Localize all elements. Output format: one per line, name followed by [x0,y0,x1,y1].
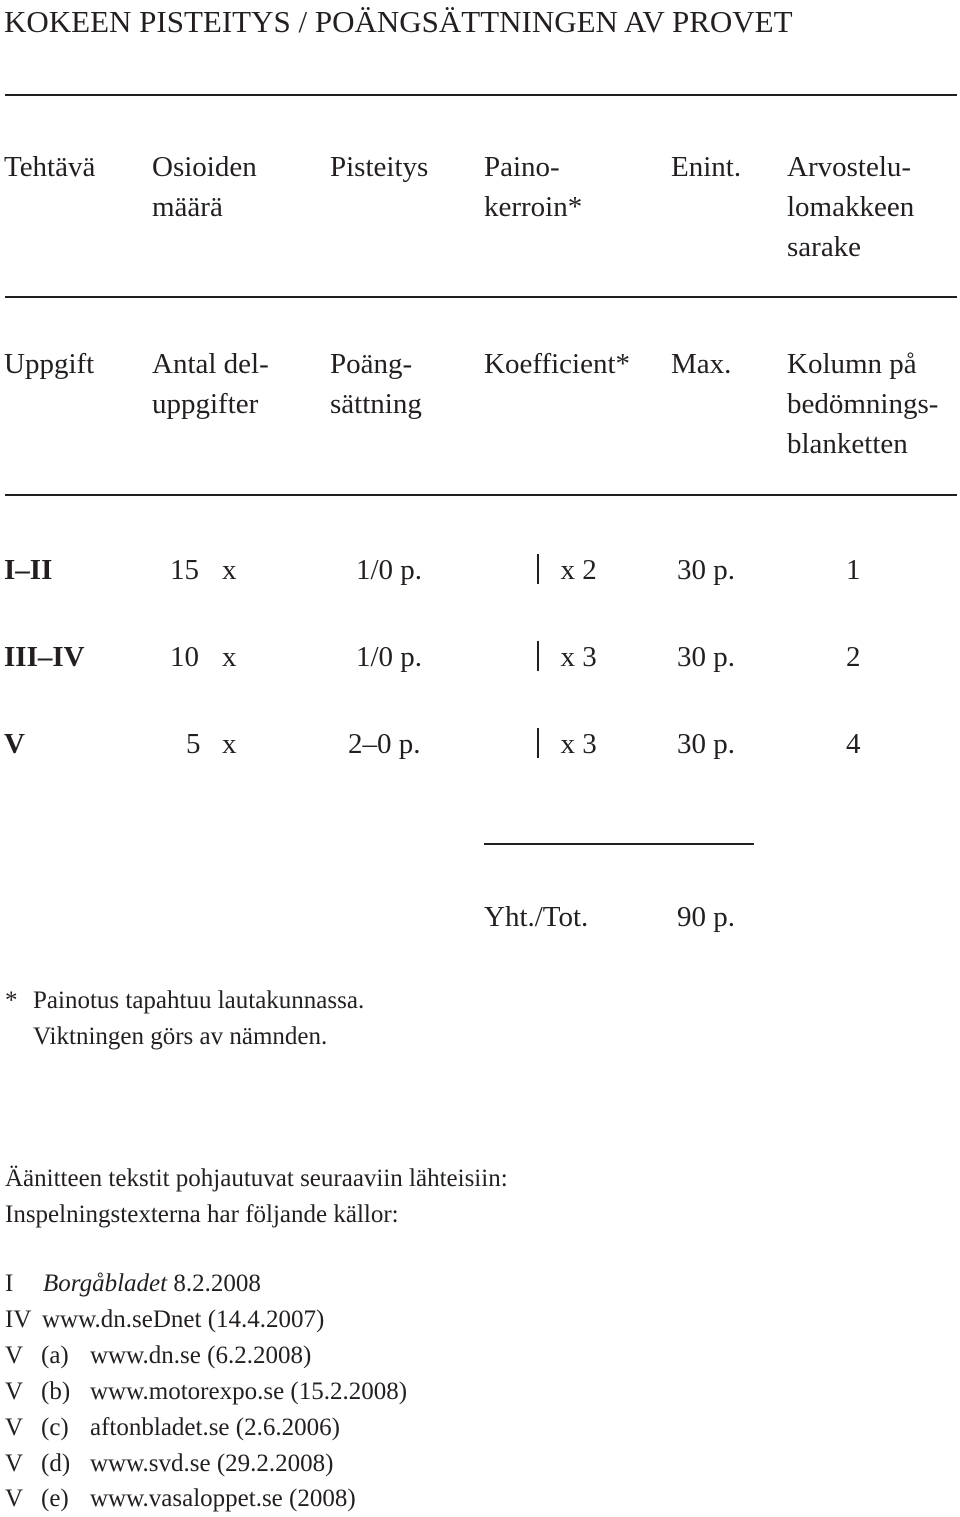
header-fi-max: Enint. [671,151,742,183]
source-prefix: V [5,1485,24,1512]
header-fi-task: Tehtävä [4,151,96,183]
list-item [5,1374,407,1410]
source-title: Borgåbladet [43,1270,168,1297]
header-sv-scoring: Poäng- sättning [330,348,422,420]
total-label: Yht./Tot. [484,901,589,933]
header-sv-column: Kolumn på bedömnings- blanketten [787,348,939,460]
source-label: (b) [41,1378,71,1405]
row-times: x [222,728,237,760]
row-weight-value: x 3 [560,641,597,673]
source-rest: www.dn.se (6.2.2008) [90,1342,312,1369]
list-item [5,1338,311,1374]
source-prefix: IV [5,1306,32,1333]
row-column: 1 [846,554,861,586]
source-rest: www.svd.se (29.2.2008) [90,1450,334,1477]
header-fi-weight: Paino- kerroin* [484,151,583,223]
source-prefix: I [5,1270,14,1297]
source-rest: 8.2.2008 [167,1270,261,1297]
row-column: 4 [846,728,861,760]
list-item [5,1446,334,1482]
header-fi-column: Arvostelu- lomakkeen sarake [787,151,915,263]
row-weight [537,724,597,764]
source-label: (d) [41,1450,71,1477]
page-title: KOKEEN PISTEITYS / POÄNGSÄTTNINGEN AV PROVET [4,4,793,39]
header-sv-task: Uppgift [4,348,95,380]
header-sv-max: Max. [671,348,732,380]
source-label: (a) [41,1342,69,1369]
row-count: 5 [186,728,201,760]
source-rest: www.motorexpo.se (15.2.2008) [90,1378,408,1405]
row-points: 1/0 p. [356,641,423,673]
row-task: V [4,728,25,760]
sum-line [484,843,754,845]
sources-intro-fi: Äänitteen tekstit pohjautuvat seuraaviin lähteisiin: [5,1165,508,1192]
source-rest: aftonbladet.se (2.6.2006) [90,1414,340,1441]
separator-bar [537,728,539,758]
list-item [5,1266,261,1302]
source-prefix: V [5,1378,24,1405]
source-rest: www.dn.seDnet (14.4.2007) [42,1306,325,1333]
header-fi-scoring: Pisteitys [330,151,429,183]
separator-bar [537,554,539,584]
list-item [5,1410,340,1446]
row-count: 10 [170,641,199,673]
source-prefix: V [5,1450,24,1477]
source-prefix: V [5,1414,24,1441]
source-rest: www.vasaloppet.se (2008) [90,1485,356,1512]
header-sv-parts: Antal del- uppgifter [152,348,269,420]
total-value: 90 p. [677,901,735,933]
row-max: 30 p. [677,728,735,760]
divider-table [5,494,957,496]
list-item [5,1302,324,1338]
row-points: 1/0 p. [356,554,423,586]
footnote-fi: Painotus tapahtuu lautakunnassa. [33,987,365,1014]
row-max: 30 p. [677,554,735,586]
header-fi-parts: Osioiden määrä [152,151,257,223]
row-points: 2–0 p. [348,728,421,760]
list-item [5,1481,356,1517]
footnote-sv: Viktningen görs av nämnden. [33,1023,328,1050]
row-times: x [222,554,237,586]
row-weight [537,550,597,590]
row-column: 2 [846,641,861,673]
source-label: (c) [41,1414,69,1441]
divider-top [5,94,957,96]
row-task: I–II [4,554,53,586]
row-weight-value: x 3 [560,728,597,760]
source-label: (e) [41,1485,69,1512]
row-times: x [222,641,237,673]
row-weight [537,637,597,677]
row-max: 30 p. [677,641,735,673]
row-count: 15 [170,554,199,586]
source-prefix: V [5,1342,24,1369]
sources-intro-sv: Inspelningstexterna har följande källor: [5,1201,399,1228]
divider-mid [5,296,957,298]
header-sv-weight: Koefficient* [484,348,631,380]
row-weight-value: x 2 [560,554,597,586]
separator-bar [537,641,539,671]
row-task: III–IV [4,641,85,673]
footnote-marker: * [5,987,18,1014]
